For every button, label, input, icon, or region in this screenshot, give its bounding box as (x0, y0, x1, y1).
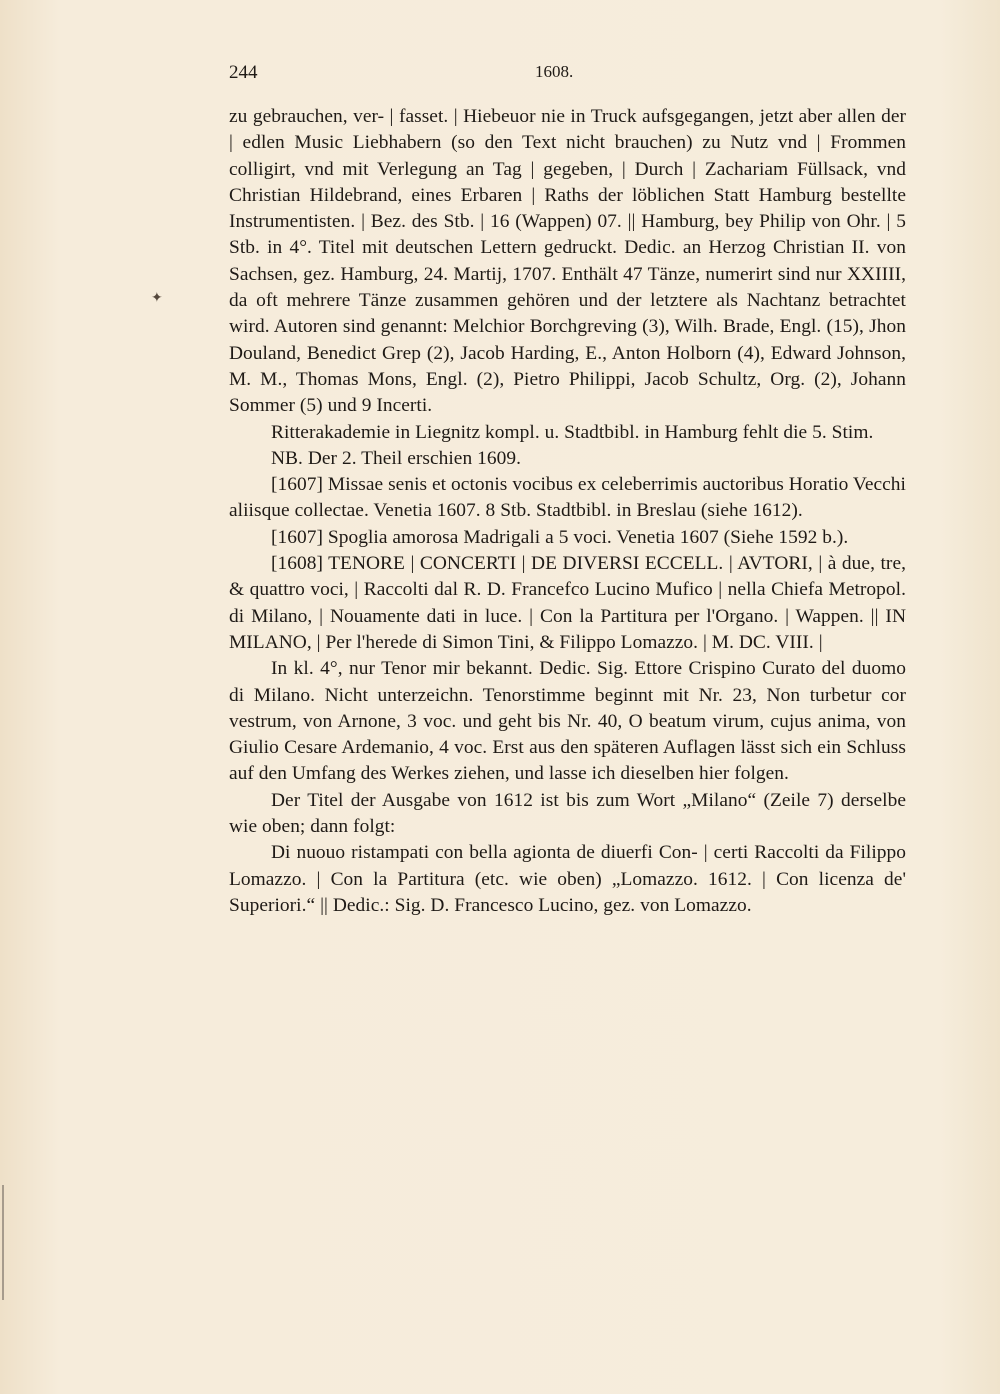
body-text (229, 104, 906, 919)
paragraph-7: In kl. 4°, nur Tenor mir bekannt. Dedic. Sig. Ettore Crispino Curato del duomo di Milano. Nicht unterzeichn. Tenorstimme beginnt mit Nr. 23, Non turbetur cor vestrum, von Arnone, 3 voc. und geht bis Nr. 40, O beatum virum, cujus anima, von Giulio Cesare Ardemanio, 4 voc. Erst aus den späteren Auflagen lässt sich ein Schluss auf den Umfang des Werkes ziehen, und lasse ich dieselben hier folgen. (229, 658, 906, 785)
paragraph-9: Di nuouo ristampati con bella agionta de diuerfi Con- | certi Raccolti da Filippo Lomazzo. | Con la Partitura (etc. wie oben) „Lomazzo. 1612. | Con licenza de' Superiori.“ || Dedic.: Sig. D. Francesco Lucino, gez. von Lomazzo. (229, 842, 906, 916)
paragraph-3: NB. Der 2. Theil erschien 1609. (271, 447, 521, 469)
paragraph-8: Der Titel der Ausgabe von 1612 ist bis zum Wort „Milano“ (Zeile 7) derselbe wie oben; dann folgt: (229, 789, 906, 838)
paragraph-1: zu gebrauchen, ver- | fasset. | Hiebeuor nie in Truck aufsgegangen, jetzt aber allen der | edlen Music Liebhabern (so den Text nicht brauchen) zu Nutz vnd | Frommen colligirt, vnd mit Verlegung an Tag | gegeben, | Durch | Zachariam Füllsack, vnd Christian Hildebrand, eines Erbaren | Raths der löblichen Statt Hamburg bestellte Instrumentisten. | Bez. des Stb. | 16 (Wappen) 07. || Hamburg, bey Philip von Ohr. | 5 Stb. in 4°. Titel mit deutschen Lettern gedruckt. Dedic. an Herzog Christian II. von Sachsen, gez. Hamburg, 24. Martij, 1707. Enthält 47 Tänze, numerirt sind nur XXIIII, da oft mehrere Tänze zusammen gehören und der letztere als Nachtanz betrachtet wird. Autoren sind genannt: Melchior Borchgreving (3), Wilh. Brade, Engl. (15), Jhon Douland, Benedict Grep (2), Jacob Harding, E., Anton Holborn (4), Edward Johnson, M. M., Thomas Mons, Engl. (2), Pietro Philippi, Jacob Schultz, Org. (2), Johann Sommer (5) und 9 Incerti. (229, 106, 906, 417)
running-head-year: 1608. (535, 62, 574, 81)
paragraph-5: [1607] Spoglia amorosa Madrigali a 5 voci. Venetia 1607 (Siehe 1592 b.). (271, 526, 849, 548)
binding-edge-mark (2, 1185, 4, 1300)
paragraph-6: [1608] TENORE | CONCERTI | DE DIVERSI ECCELL. | AVTORI, | à due, tre, & quattro voci, | Raccolti dal R. D. Francefco Lucino Mufico | nella Chiefa Metropol. di Milano, | Nouamente dati in luce. | Con la Partitura per l'Organo. | Wappen. || IN MILANO, | Per l'herede di Simon Tini, & Filippo Lomazzo. | M. DC. VIII. | (229, 553, 906, 653)
page-header (229, 62, 905, 92)
margin-mark: ✦ (151, 291, 163, 306)
paragraph-2: Ritterakademie in Liegnitz kompl. u. Stadtbibl. in Hamburg fehlt die 5. Stim. (271, 421, 874, 443)
paragraph-4: [1607] Missae senis et octonis vocibus ex celeberrimis auctoribus Horatio Vecchi aliisque collectae. Venetia 1607. 8 Stb. Stadtbibl. in Breslau (siehe 1612). (229, 474, 906, 522)
page-number: 244 (229, 62, 258, 83)
